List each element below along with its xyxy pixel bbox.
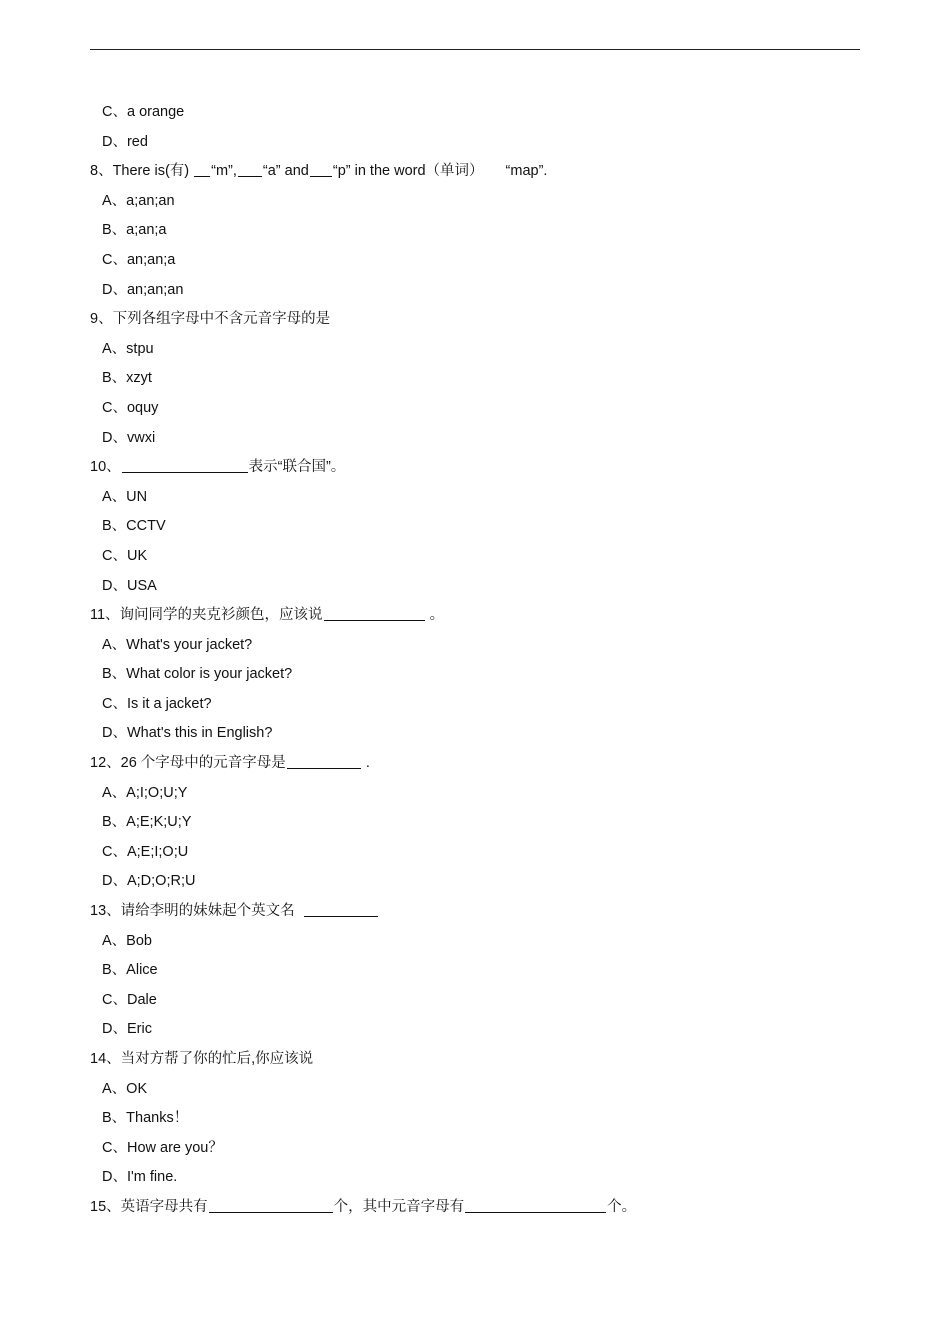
q11-option-b[interactable]: B、What color is your jacket? xyxy=(102,666,293,683)
q12-blank[interactable] xyxy=(287,753,361,769)
q8-text-2: “m”, xyxy=(211,163,237,180)
q11-text-2: 。 xyxy=(425,607,445,624)
q13-option-c[interactable]: C、Dale xyxy=(102,991,157,1008)
header-rule xyxy=(90,49,860,50)
q8-text-4: “p” in the word（单词） xyxy=(332,163,484,180)
q10-text-2: 表示“联合国”。 xyxy=(248,459,346,476)
q11-option-d[interactable]: D、What's this in English? xyxy=(102,725,273,742)
q10-option-d[interactable]: D、USA xyxy=(102,577,157,594)
q13-blank[interactable] xyxy=(304,901,378,917)
q11-option-c[interactable]: C、Is it a jacket? xyxy=(102,695,212,712)
q8-option-d[interactable]: D、an;an;an xyxy=(102,281,184,298)
q11-blank[interactable] xyxy=(324,605,425,621)
q8-blank-2[interactable] xyxy=(238,161,262,177)
q14-option-d[interactable]: D、I'm fine. xyxy=(102,1169,178,1186)
q12-option-c[interactable]: C、A;E;I;O;U xyxy=(102,843,189,860)
q9-option-d[interactable]: D、vwxi xyxy=(102,429,156,446)
q15-blank-1[interactable] xyxy=(209,1197,333,1213)
q7-option-d[interactable]: D、red xyxy=(102,133,148,150)
q9-option-a[interactable]: A、stpu xyxy=(102,340,154,357)
q8-option-a[interactable]: A、a;an;an xyxy=(102,192,175,209)
q13-option-d[interactable]: D、Eric xyxy=(102,1021,152,1038)
q10-text-1: 10、 xyxy=(90,459,121,476)
q14-option-a[interactable]: A、OK xyxy=(102,1080,148,1097)
q13-option-a[interactable]: A、Bob xyxy=(102,932,152,949)
q8-text-1: 8、There is(有) xyxy=(90,163,194,180)
q15-blank-2[interactable] xyxy=(465,1197,606,1213)
q8-text-3: “a” and xyxy=(262,163,309,180)
q13-text-1: 13、请给李明的妹妹起个英文名 xyxy=(90,903,299,920)
q9-option-c[interactable]: C、oquy xyxy=(102,399,159,416)
q12-text-2: . xyxy=(361,755,370,772)
q13-stem xyxy=(0,897,950,927)
q8-blank-1[interactable] xyxy=(194,161,210,177)
q8-stem xyxy=(0,157,950,187)
q11-option-a[interactable]: A、What's your jacket? xyxy=(102,636,253,653)
q12-option-a[interactable]: A、A;I;O;U;Y xyxy=(102,784,188,801)
q12-text-1: 12、26 个字母中的元音字母是 xyxy=(90,755,286,772)
q10-option-b[interactable]: B、CCTV xyxy=(102,518,166,535)
q10-blank[interactable] xyxy=(122,457,248,473)
q14-stem: 14、当对方帮了你的忙后,你应该说 xyxy=(90,1051,314,1067)
q9-stem: 9、下列各组字母中不含元音字母的是 xyxy=(90,311,331,328)
q15-text-1: 15、英语字母共有 xyxy=(90,1198,208,1215)
q13-option-b[interactable]: B、Alice xyxy=(102,962,158,979)
q14-option-c[interactable]: C、How are you？ xyxy=(102,1139,223,1156)
q8-blank-3[interactable] xyxy=(310,161,332,177)
q8-text-5: “map”. xyxy=(505,163,548,180)
q10-stem xyxy=(0,453,950,483)
question-list xyxy=(0,98,950,1223)
q12-stem xyxy=(0,749,950,779)
q10-option-a[interactable]: A、UN xyxy=(102,488,148,505)
q10-option-c[interactable]: C、UK xyxy=(102,547,148,564)
q15-text-2: 个，其中元音字母有 xyxy=(333,1198,465,1215)
q12-option-d[interactable]: D、A;D;O;R;U xyxy=(102,873,196,890)
q11-stem xyxy=(0,601,950,631)
q12-option-b[interactable]: B、A;E;K;U;Y xyxy=(102,814,192,831)
q7-option-c[interactable]: C、a orange xyxy=(102,104,185,120)
q9-option-b[interactable]: B、xzyt xyxy=(102,370,152,387)
q8-option-c[interactable]: C、an;an;a xyxy=(102,251,176,268)
q15-stem xyxy=(0,1193,950,1223)
q15-text-3: 个。 xyxy=(607,1198,637,1215)
q11-text-1: 11、询问同学的夹克衫颜色，应该说 xyxy=(90,607,323,624)
q14-option-b[interactable]: B、Thanks！ xyxy=(102,1110,189,1127)
q8-option-b[interactable]: B、a;an;a xyxy=(102,222,167,239)
